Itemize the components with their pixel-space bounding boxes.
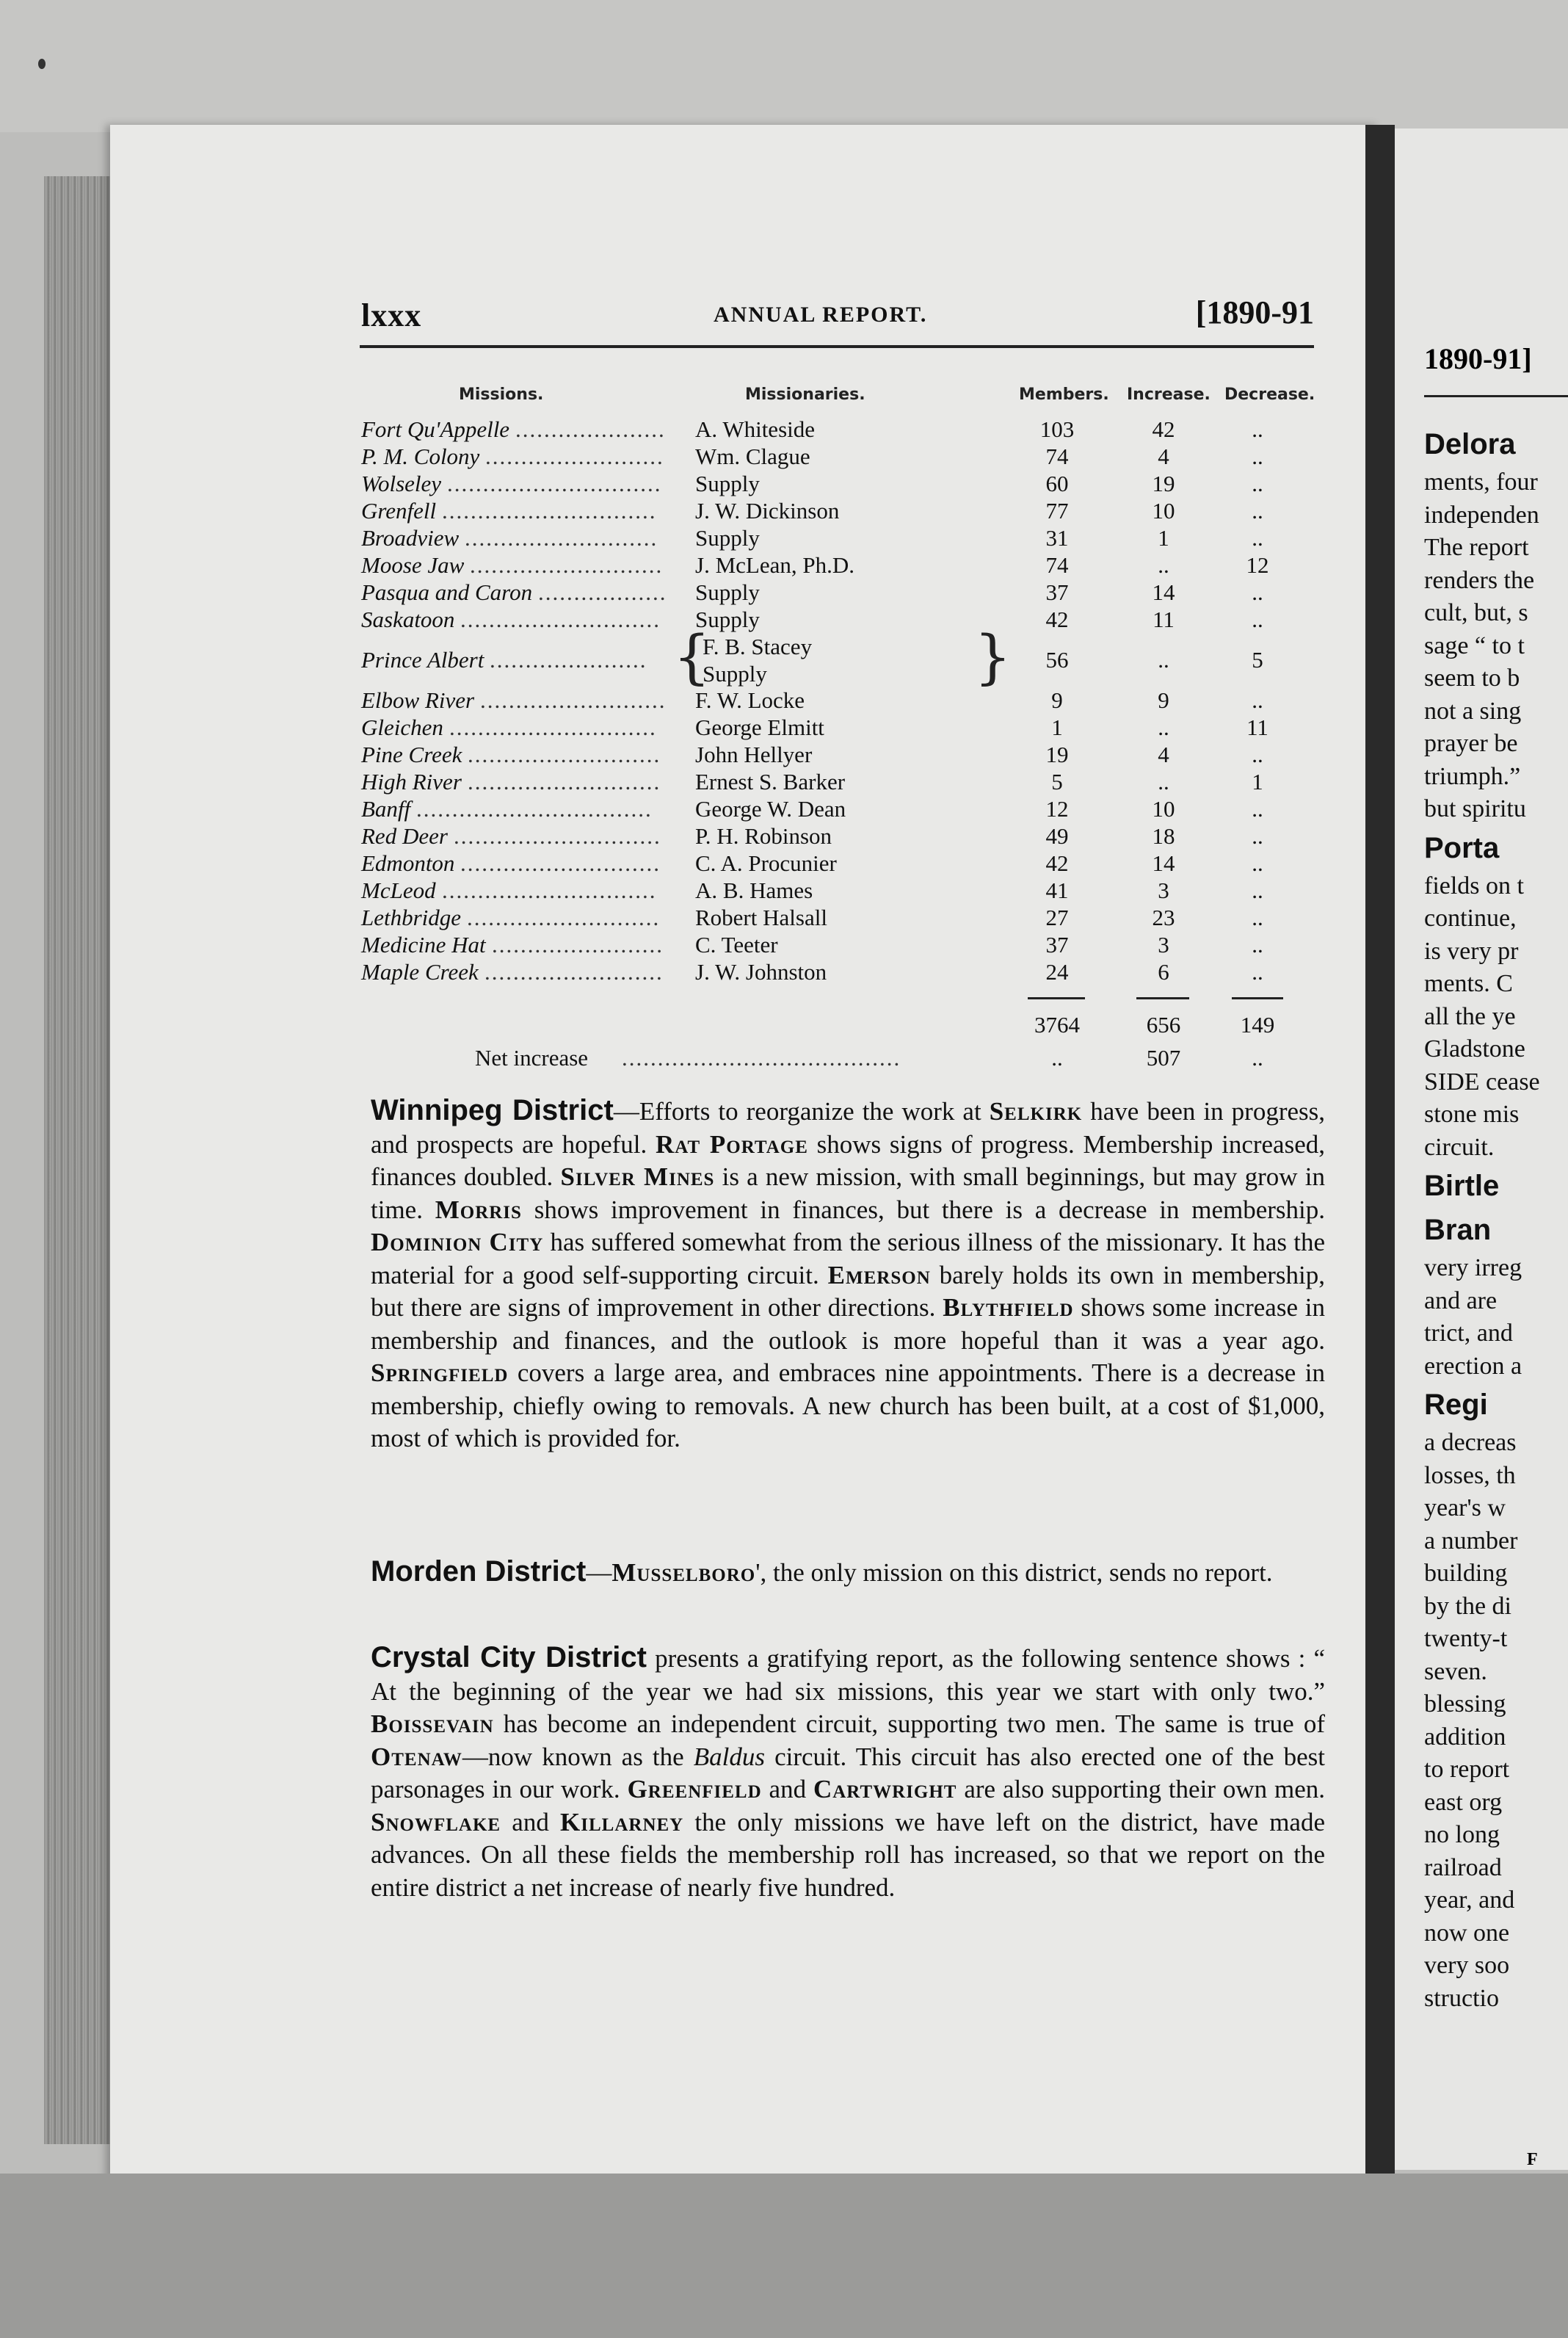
table-row [361, 444, 1315, 471]
leader-dots: ........................... [465, 525, 658, 551]
cell-increase: .. [1158, 769, 1169, 795]
missionary-name: J. W. Johnston [695, 959, 827, 985]
mission-name: Banff [361, 796, 411, 822]
table-row [361, 416, 1315, 444]
mission-name: High River [361, 769, 462, 795]
cell-decrease: .. [1252, 850, 1263, 876]
right-page-line: fields on t [1424, 872, 1524, 900]
cell-decrease: 5 [1252, 647, 1263, 673]
right-page-line: stone mis [1424, 1101, 1520, 1128]
right-page-line: to report [1424, 1756, 1510, 1783]
cell-decrease: 12 [1246, 552, 1269, 578]
missionary-name: C. A. Procunier [695, 850, 837, 876]
right-page-line: by the di [1424, 1592, 1511, 1620]
running-title: ANNUAL REPORT. [714, 303, 928, 327]
mission-name: McLeod [361, 877, 436, 903]
cell-decrease: 11 [1246, 714, 1268, 740]
leader-dots: ........................... [470, 552, 664, 578]
cell-members: 49 [1045, 823, 1069, 849]
mission-name: Edmonton [361, 850, 455, 876]
right-page-line: very soo [1424, 1952, 1510, 1979]
missionary-name: George W. Dean [695, 796, 846, 822]
right-page-line: Regi [1424, 1389, 1488, 1421]
net-members: .. [1051, 1045, 1063, 1071]
right-page-line: Birtle [1424, 1170, 1500, 1202]
header-rule [360, 345, 1314, 348]
book-page-edges [44, 176, 110, 2144]
cell-decrease: .. [1252, 525, 1263, 551]
cell-increase: 10 [1152, 796, 1175, 822]
mission-name: Pine Creek [361, 742, 462, 767]
scan-speck [38, 59, 46, 69]
right-page-line: Bran [1424, 1214, 1492, 1246]
table-row [361, 769, 1315, 796]
totals-row [361, 1012, 1315, 1039]
missionary-name: A. Whiteside [695, 416, 816, 442]
leader-dots: .............................. [442, 498, 657, 524]
col-head-members: Members. [1019, 386, 1109, 404]
right-page-line: a decreas [1424, 1429, 1517, 1456]
right-page-line: Porta [1424, 831, 1500, 864]
total-increase: 656 [1146, 1012, 1181, 1038]
leader-dots: ......................... [485, 444, 664, 469]
missionary-name: Ernest S. Barker [695, 769, 846, 795]
mission-name: Fort Qu'Appelle [361, 416, 510, 442]
mission-name: Maple Creek [361, 959, 479, 985]
cell-increase: 11 [1153, 607, 1175, 632]
mission-name: Pasqua and Caron [361, 579, 533, 605]
leader-dots: ............................ [460, 607, 661, 632]
cell-increase: .. [1158, 552, 1169, 578]
cell-increase: .. [1158, 647, 1169, 673]
cell-decrease: .. [1252, 498, 1263, 524]
mission-name: Prince Albert [361, 647, 484, 673]
leader-dots: ........................... [468, 742, 661, 767]
right-page-line: addition [1424, 1723, 1506, 1751]
leader-dots: ............................. [454, 823, 661, 849]
col-head-increase: Increase. [1127, 386, 1211, 404]
cell-members: 74 [1045, 552, 1069, 578]
right-page-line: and are [1424, 1286, 1498, 1314]
right-page-line: railroad [1424, 1853, 1502, 1881]
cell-members: 74 [1045, 444, 1069, 469]
missionary-name: Supply [695, 525, 760, 551]
cell-increase: 9 [1158, 687, 1169, 713]
table-row [361, 877, 1315, 905]
right-page-line: triumph.” [1424, 762, 1521, 790]
mission-name: Medicine Hat [361, 932, 486, 958]
right-page-rule [1424, 395, 1568, 397]
mission-name: P. M. Colony [361, 444, 480, 469]
right-page-line: year's w [1424, 1494, 1506, 1521]
missionary-name: Supply [695, 579, 760, 605]
right-page-line: seem to b [1424, 665, 1520, 692]
sum-rule-members [1028, 997, 1085, 999]
winnipeg-heading: Winnipeg District [371, 1094, 614, 1126]
missionary-name: Supply [695, 607, 760, 632]
right-page-line: building [1424, 1560, 1508, 1587]
right-page-line: SIDE cease [1424, 1068, 1540, 1096]
cell-decrease: .. [1252, 416, 1263, 442]
cell-members: 19 [1045, 742, 1069, 767]
cell-decrease: .. [1252, 579, 1263, 605]
cell-increase: 6 [1158, 959, 1169, 985]
missionary-name-2: Supply [703, 661, 767, 687]
table-row [361, 471, 1315, 498]
morden-heading: Morden District [371, 1555, 587, 1588]
cell-increase: 19 [1152, 471, 1175, 496]
background-bottom [0, 2174, 1568, 2338]
total-members: 3764 [1034, 1012, 1080, 1038]
table-row [361, 525, 1315, 552]
cell-members: 1 [1051, 714, 1063, 740]
cell-members: 56 [1045, 647, 1069, 673]
missionary-name: Robert Halsall [695, 905, 827, 930]
right-page-line: The report [1424, 534, 1529, 561]
morden-paragraph: Morden District—Musselboro', the only mission on this district, sends no report. [371, 1555, 1273, 1588]
crystal-city-paragraph: Crystal City District presents a gratifying report, as the following sentence shows : “ At the beginning of the year we had six missions, this year we start with only two.” Boissevain has become an independent circuit, supporting two men. The same is true of Otenaw—now known as the Baldus circuit. This circuit has also erected one of the best parsonages in our work. Greenfield and Cartwright are also supporting their own men. Snowflake and Killarney the only missions we have left on the district, have made advances. On all these fields the membership roll has increased, so that we report on the entire district a net increase of nearly five hundred. [371, 1641, 1325, 1902]
cell-members: 12 [1045, 796, 1069, 822]
background-top [0, 0, 1568, 132]
mission-name: Broadview [361, 525, 460, 551]
table-row [361, 823, 1315, 850]
right-page-line: seven. [1424, 1657, 1487, 1685]
cell-decrease: .. [1252, 823, 1263, 849]
cell-increase: 3 [1158, 932, 1169, 958]
cell-members: 37 [1045, 932, 1069, 958]
net-increase: 507 [1146, 1045, 1181, 1071]
cell-increase: 42 [1152, 416, 1175, 442]
cell-decrease: .. [1252, 444, 1263, 469]
missionary-name: F. B. Stacey [703, 634, 813, 659]
leader-dots: ............................. [449, 714, 657, 740]
missionary-name: C. Teeter [695, 932, 778, 958]
cell-members: 77 [1045, 498, 1069, 524]
table-row [361, 714, 1315, 742]
cell-increase: 4 [1158, 742, 1169, 767]
cell-members: 31 [1045, 525, 1069, 551]
mission-name: Gleichen [361, 714, 443, 740]
cell-members: 103 [1039, 416, 1075, 442]
cell-decrease: .. [1252, 796, 1263, 822]
leader-dots: .................. [538, 579, 667, 605]
sum-rule-decrease [1232, 997, 1283, 999]
missionary-name: Wm. Clague [695, 444, 810, 469]
right-page-line: sage “ to t [1424, 631, 1525, 659]
cell-decrease: .. [1252, 905, 1263, 930]
cell-members: 9 [1051, 687, 1063, 713]
mission-name: Grenfell [361, 498, 437, 524]
crystal-city-heading: Crystal City District [371, 1641, 647, 1673]
table-row [361, 498, 1315, 525]
signature-mark: F [1527, 2150, 1538, 2169]
net-decrease: .. [1252, 1045, 1263, 1071]
right-page-line: prayer be [1424, 730, 1518, 757]
right-page-line: a number [1424, 1527, 1518, 1555]
cell-decrease: .. [1252, 742, 1263, 767]
missionary-name: Supply [695, 471, 760, 496]
cell-decrease: .. [1252, 959, 1263, 985]
right-page-line: trict, and [1424, 1320, 1513, 1347]
right-page-line: ments, four [1424, 468, 1538, 496]
sum-rule-increase [1136, 997, 1189, 999]
right-page-line: ments. C [1424, 970, 1513, 997]
leader-dots: ........................... [467, 905, 661, 930]
running-year: [1890-91 [1195, 294, 1314, 330]
cell-members: 41 [1045, 877, 1069, 903]
right-page-line: erection a [1424, 1352, 1522, 1380]
left-brace: { [673, 623, 711, 691]
mission-name: Moose Jaw [361, 552, 465, 578]
leader-dots: .............................. [442, 877, 657, 903]
right-page-line: losses, th [1424, 1461, 1516, 1489]
right-page-line: cult, but, s [1424, 599, 1528, 626]
missionary-name: John Hellyer [695, 742, 813, 767]
net-increase-label: Net increase [475, 1045, 589, 1071]
cell-decrease: .. [1252, 607, 1263, 632]
cell-members: 42 [1045, 607, 1069, 632]
right-page-line: no long [1424, 1821, 1500, 1848]
missionary-name: A. B. Hames [695, 877, 813, 903]
cell-increase: 3 [1158, 877, 1169, 903]
net-increase-row: Net increase ....................................... .. 507 .. [361, 1045, 1315, 1072]
col-head-decrease: Decrease. [1224, 386, 1315, 404]
table-row [361, 579, 1315, 607]
book-gutter [1365, 125, 1395, 2181]
cell-increase: .. [1158, 714, 1169, 740]
cell-decrease: .. [1252, 932, 1263, 958]
cell-members: 37 [1045, 579, 1069, 605]
missionary-name: J. McLean, Ph.D. [695, 552, 854, 578]
missionary-name: P. H. Robinson [695, 823, 832, 849]
leader-dots: ................................. [416, 796, 653, 822]
right-page-line: but spiritu [1424, 795, 1526, 822]
cell-increase: 18 [1152, 823, 1175, 849]
right-page-line: renders the [1424, 566, 1535, 594]
leader-dots: .......................... [480, 687, 667, 713]
cell-increase: 1 [1158, 525, 1169, 551]
table-row [361, 959, 1315, 986]
table-row [361, 607, 1315, 634]
table-row [361, 687, 1315, 714]
leader-dots: ...................... [490, 647, 647, 673]
missionary-name: F. W. Locke [695, 687, 805, 713]
leader-dots: ........................ [492, 932, 664, 958]
right-page-line: circuit. [1424, 1133, 1495, 1161]
right-page-line: Delora [1424, 428, 1516, 460]
right-page-line: Gladstone [1424, 1035, 1525, 1063]
mission-name: Saskatoon [361, 607, 455, 632]
cell-decrease: 1 [1252, 769, 1263, 795]
right-brace: } [974, 623, 1012, 691]
cell-decrease: .. [1252, 687, 1263, 713]
right-page-line: twenty-t [1424, 1625, 1508, 1652]
right-page-line: blessing [1424, 1690, 1506, 1718]
total-decrease: 149 [1240, 1012, 1275, 1038]
right-page-line: structio [1424, 1984, 1499, 2012]
cell-members: 42 [1045, 850, 1069, 876]
right-page-line: year, and [1424, 1886, 1515, 1914]
missionary-name: J. W. Dickinson [695, 498, 840, 524]
winnipeg-paragraph: Winnipeg District—Efforts to reorganize the work at Selkirk have been in progress, and prospects are hopeful. Rat Portage shows signs of progress. Membership increased, finances doubled. Silver Mines is a new mission, with small beginnings, but may grow in time. Morris shows improvement in finances, but there is a decrease in membership. Dominion City has suffered somewhat from the serious illness of the missionary. It has the material for a good self-supporting circuit. Emerson barely holds its own in membership, but there are signs of improvement in other directions. Blythfield shows some increase in membership and finances, and the outlook is more hopeful than it was a year ago. Springfield covers a large area, and embraces nine appointments. There is a decrease in membership, chiefly owing to removals. A new church has been built, at a cost of $1,000, most of which is provided for. [371, 1094, 1325, 1452]
right-page-line: east org [1424, 1788, 1503, 1816]
cell-members: 5 [1051, 769, 1063, 795]
right-page-line: independen [1424, 501, 1539, 529]
missionary-name: George Elmitt [695, 714, 824, 740]
right-page-line: very irreg [1424, 1254, 1522, 1281]
right-page-line: all the ye [1424, 1002, 1516, 1030]
leader-dots: ..................... [515, 416, 666, 442]
table-row [361, 932, 1315, 959]
leader-dots: .............................. [447, 471, 662, 496]
cell-members: 27 [1045, 905, 1069, 930]
right-page-line: now one [1424, 1919, 1510, 1947]
table-row [361, 623, 1315, 691]
leader-dots: ........................... [468, 769, 661, 795]
table-row [361, 850, 1315, 877]
leader-dots: ......................... [484, 959, 664, 985]
cell-increase: 10 [1152, 498, 1175, 524]
right-page-line: not a sing [1424, 697, 1522, 725]
cell-increase: 14 [1152, 579, 1175, 605]
cell-increase: 23 [1152, 905, 1175, 930]
cell-increase: 4 [1158, 444, 1169, 469]
running-header [361, 294, 1314, 338]
mission-name: Red Deer [361, 823, 448, 849]
page-number: lxxx [361, 297, 422, 333]
table-row [361, 796, 1315, 823]
table-row [361, 552, 1315, 579]
cell-members: 24 [1045, 959, 1069, 985]
cell-members: 60 [1045, 471, 1069, 496]
cell-increase: 14 [1152, 850, 1175, 876]
right-page-line: continue, [1424, 905, 1517, 932]
mission-name: Wolseley [361, 471, 442, 496]
col-head-missions: Missions. [459, 386, 544, 404]
col-head-missionaries: Missionaries. [745, 386, 865, 404]
right-page-line: is very pr [1424, 937, 1519, 965]
mission-name: Elbow River [361, 687, 475, 713]
cell-decrease: .. [1252, 471, 1263, 496]
mission-name: Lethbridge [361, 905, 462, 930]
table-row [361, 905, 1315, 932]
right-page-year: 1890-91] [1424, 342, 1532, 375]
cell-decrease: .. [1252, 877, 1263, 903]
leader-dots: ............................ [460, 850, 661, 876]
table-row [361, 742, 1315, 769]
